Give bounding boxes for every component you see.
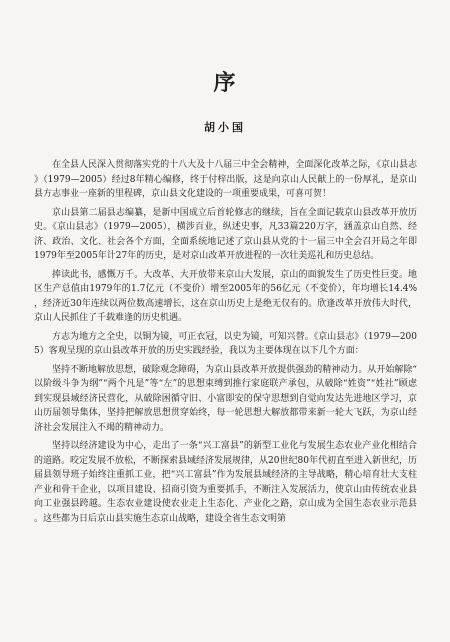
paragraph-5: 坚持不断地解放思想，破除观念障碍，为京山县改革开放提供强劲的精神动力。从开始解除“以阶级斗争为纲”“两个凡是”等“左”的思想束缚到推行家庭联产承包，从破除“姓资”“姓社”顾虑到实现县域经济民营化，从破除困循守旧、小富即安的保守思想到自觉向发达先进地区学习，京山历届领导集体，坚持把解放思想贯穿始终，每一轮思想大解放都带来新一轮大飞跃，为京山经济社会发展注入不竭的精神动力。 [34, 364, 417, 433]
preface-body [34, 158, 417, 527]
paragraph-2: 京山县第二届县志编纂，是新中国成立后首轮修志的继续，旨在全面记载京山县改革开放历史。《京山县志》（1979—2005），横涉百业，纵述史事，凡33篇220万字，涵盖京山自然、经济、政治、文化、社会各个方面，全面系统地记述了京山县从党的十一届三中全会召开局之年即1979年至2005年计27年的历史，是对京山改革开放进程的一次壮美巡礼和历史总结。 [34, 207, 417, 262]
paragraph-4: 方志为地方之全史，以铜为镜，可正衣冠，以史为镜，可知兴替。《京山县志》（1979—2005）客观呈现的京山县改革开放的历史实践经验，我以为主要体现在以下几个方面： [34, 331, 417, 357]
page-title: 序 [213, 70, 237, 96]
paragraph-6: 坚持以经济建设为中心，走出了一条“兴工富县”的新型工业化与发展生态农业产业化相结合的道路。咬定发展不放松，不断探索县域经济发展规律，从20世纪80年代初直至进入新世纪，历届县领导班子始终注重抓工业，把“兴工富县”作为发展县域经济的主导战略，精心培育壮大支柱产业和骨干企业，以项目建设、招商引资为重要抓手，不断注入发展活力，使京山由传统农业县向工业强县跨越。生态农业建设使农业走上生态化、产业化之路，京山成为全国生态农业示范县。这些都为日后京山县实施生态京山战略，建设全省生态文明第 [34, 441, 417, 525]
paragraph-3: 捧读此书，感慨万千。大改革、大开放带来京山大发展，京山的面貌发生了历史性巨变。地区生产总值由1979年的1.7亿元（不变价）增至2005年的56亿元（不变价），年均增长14.4%，经济近30年连续以两位数高速增长，这在京山历史上是绝无仅有的。欣逢改革开放伟大时代，京山人民抓住了千载难逢的历史机遇。 [34, 269, 417, 324]
paragraph-1: 在全县人民深入贯彻落实党的十八大及十八届三中全会精神，全面深化改革之际，《京山县志》（1979—2005）经过8年精心编修，终于付梓出版，这是向京山人民献上的一份厚礼，是京山县方志事业一座新的里程碑，京山县文化建设的一项重要成果，可喜可贺！ [34, 160, 417, 200]
author-name: 胡小国 [204, 121, 246, 134]
